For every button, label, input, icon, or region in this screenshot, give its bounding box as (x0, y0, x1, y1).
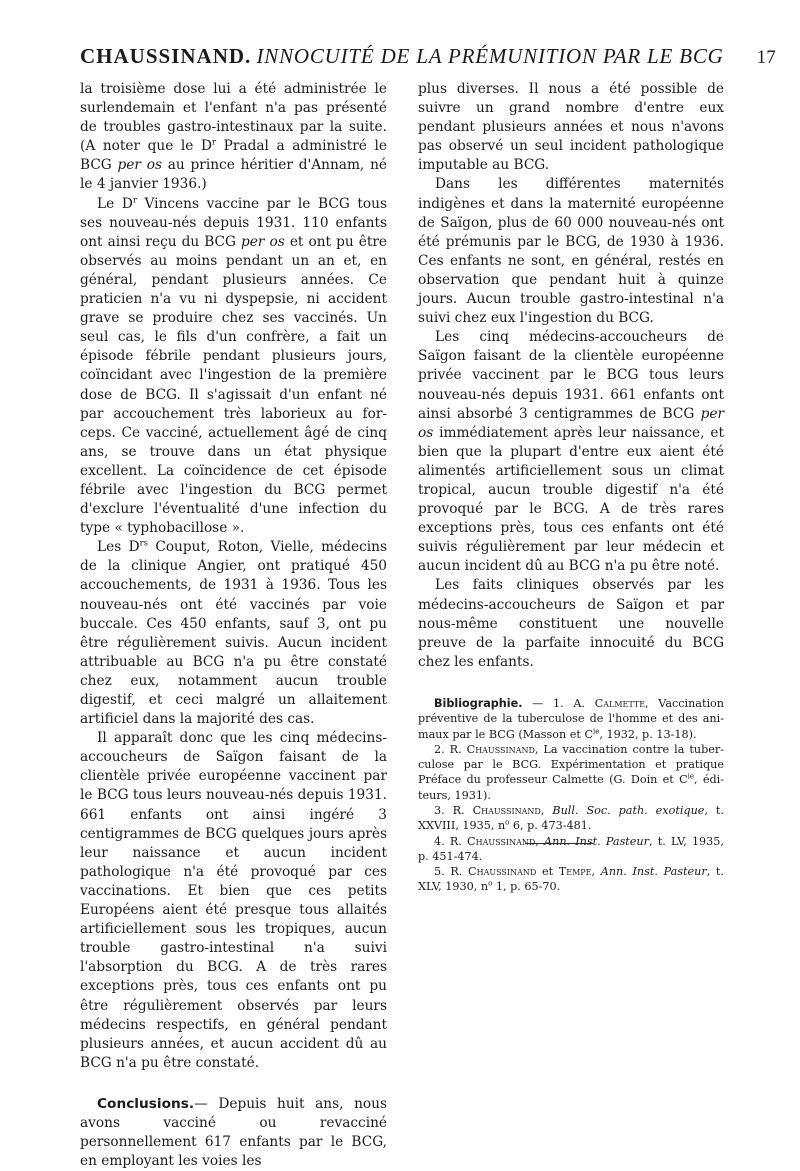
bibliography-ref-2: 2. R. Chaussinand, La vaccination contre la tuberculose par le BCG. Expérimentation et pratique Préface du professeur Calmette (G. Doin et $C^{ie}$, éditeurs, 1931). (418, 742, 724, 802)
bibliography-heading: Bibliographie. (434, 696, 523, 710)
left-paragraph-2: Le $D^r$ Vincens vaccine par le BCG tous ses nouveau-nés depuis 1931. 110 enfants ont ainsi reçu du BCG per os et ont pu être observés au moins pendant un an et, en général, pendant plusieurs années. Ce praticien n'a vu ni dyspepsie, ni accident grave se produire chez ses vaccinés. Un seul cas, le fils d'un confrère, a fait un épisode fébrile pendant plusieurs jours, coïncidant avec l'ingestion de la première dose de BCG. Il s'agissait d'un enfant né par accouchement très laborieux au forceps. Ce vacciné, actuellement âgé de cinq ans, se trouve dans un état physique excellent. La coïncidence de cet épisode fébrile avec l'ingestion du BCG permet d'exclure l'éventualité d'une infection du type « typhobacillose ». (80, 195, 388, 537)
left-paragraph-3: Les $D^{rs}$ Couput, Roton, Vielle, médecins de la clinique Angier, ont pratiqué 450 accouchements, de 1931 à 1936. Tous les nouveau-nés ont été vaccinés par voie buccale. Ces 450 enfants, sauf 3, ont pu être régulièrement suivis. Aucun incident attribuable au BCG n'a pu être constaté chez eux, notamment aucun trouble digestif, et ceci malgré un allaitement artificiel dans la majorité des cas. (80, 538, 388, 728)
left-column (80, 80, 387, 1171)
left-paragraph-1: la troisième dose lui a été administrée le surlendemain et l'enfant n'a pas présenté de troubles gastro-intestinaux par la suite. (A noter que le $D^r$ Pradal a administré le BCG per os au prince héritier d'Annam, né le 4 janvier 1936.) (80, 81, 387, 193)
right-paragraph-3: Les cinq médecins-accoucheurs de Saïgon faisant de la clientèle européenne privée vaccinent par le BCG tous leurs nouveau-nés depuis 1931. 661 enfants ont ainsi absorbé 3 centigrammes de BCG per os immédiatement après leur naissance, et bien que la plupart d'entre eux aient été alimentés artificiellement sous un climat tropical, aucun trouble digestif n'a été provoqué par le BCG. A de très rares exceptions près, tous ces enfants ont été suivis régulièrement par leur médecin et aucun incident dû au BCG n'a pu être noté. (418, 329, 724, 575)
end-rule (525, 843, 593, 844)
right-paragraph-1: plus diverses. Il nous a été possible de suivre un grand nombre d'entre eux pendant plusieurs années et nous n'avons pas observé un seul incident pathologique imputable au BCG. (418, 81, 724, 174)
conclusions-text: — Depuis huit ans, nous avons vacciné ou revacciné personnellement 617 enfants par le BCG, en employant les voies les (80, 1095, 387, 1170)
bibliography-ref-1: Bibliographie. — 1. A. Calmette, Vaccination préventive de la tuberculose de l'homme et des animaux par le BCG (Masson et $C^{ie}$, 1932, p. 13-18). (418, 696, 724, 741)
bibliography-ref-3: 3. R. Chaussinand, Bull. Soc. path. exotique, t. XXVIII, 1935, $n^o$ 6, p. 473-481. (418, 803, 724, 833)
header-author: CHAUSSINAND (80, 44, 246, 68)
page-number: 17 (756, 47, 776, 68)
right-column (418, 80, 724, 895)
bibliography-ref-4: 4. R. Chaussinand, Ann. Inst. Pasteur, t. LV, 1935, p. 451-474. (418, 834, 724, 863)
left-paragraph-4: Il apparaît donc que les cinq médecins-accoucheurs de Saïgon faisant de la clientèle privée européenne vaccinent par le BCG tous leurs nouveau-nés depuis 1931. 661 enfants ont ainsi ingéré 3 centigrammes de BCG quelques jours après leur naissance et aucun incident pathologique n'a été provoqué par ces vaccinations. Et bien que ces petits Européens aient été presque tous allaités artificiellement sous les tropiques, aucun trouble gastro-intestinal n'a suivi l'absorption du BCG. A de très rares exceptions près, tous ces enfants ont pu être régulièrement observés par leurs médecins respectifs, en général pendant plusieurs années, et aucun accident dû au BCG n'a pu être constaté. (80, 730, 388, 1071)
conclusions-heading: Conclusions. (97, 1095, 195, 1112)
header-title: INNOCUITÉ DE LA PRÉMUNITION PAR LE BCG (256, 44, 724, 68)
right-paragraph-4: Les faits cliniques observés par les médecins-accoucheurs de Saïgon et par nous-même constituent une nouvelle preuve de la parfaite innocuité du BCG chez les enfants. (418, 577, 724, 670)
running-header (80, 44, 776, 69)
bibliography-ref-5: 5. R. Chaussinand et Tempe, Ann. Inst. Pasteur, t. XLV, 1930, $n^o$ 1, p. 65-70. (418, 865, 724, 894)
conclusions-paragraph (80, 1095, 387, 1171)
right-paragraph-2: Dans les différentes maternités indigènes et dans la maternité européenne de Saïgon, plus de 60 000 nouveau-nés ont été prémunis par le BCG, de 1930 à 1936. Ces enfants ne sont, en général, restés en observation que pendant huit à quinze jours. Aucun trouble gastro-intestinal n'a suivi chez eux l'ingestion du BCG. (418, 176, 724, 327)
header-separator: . (245, 44, 251, 68)
bibliography (418, 696, 724, 895)
